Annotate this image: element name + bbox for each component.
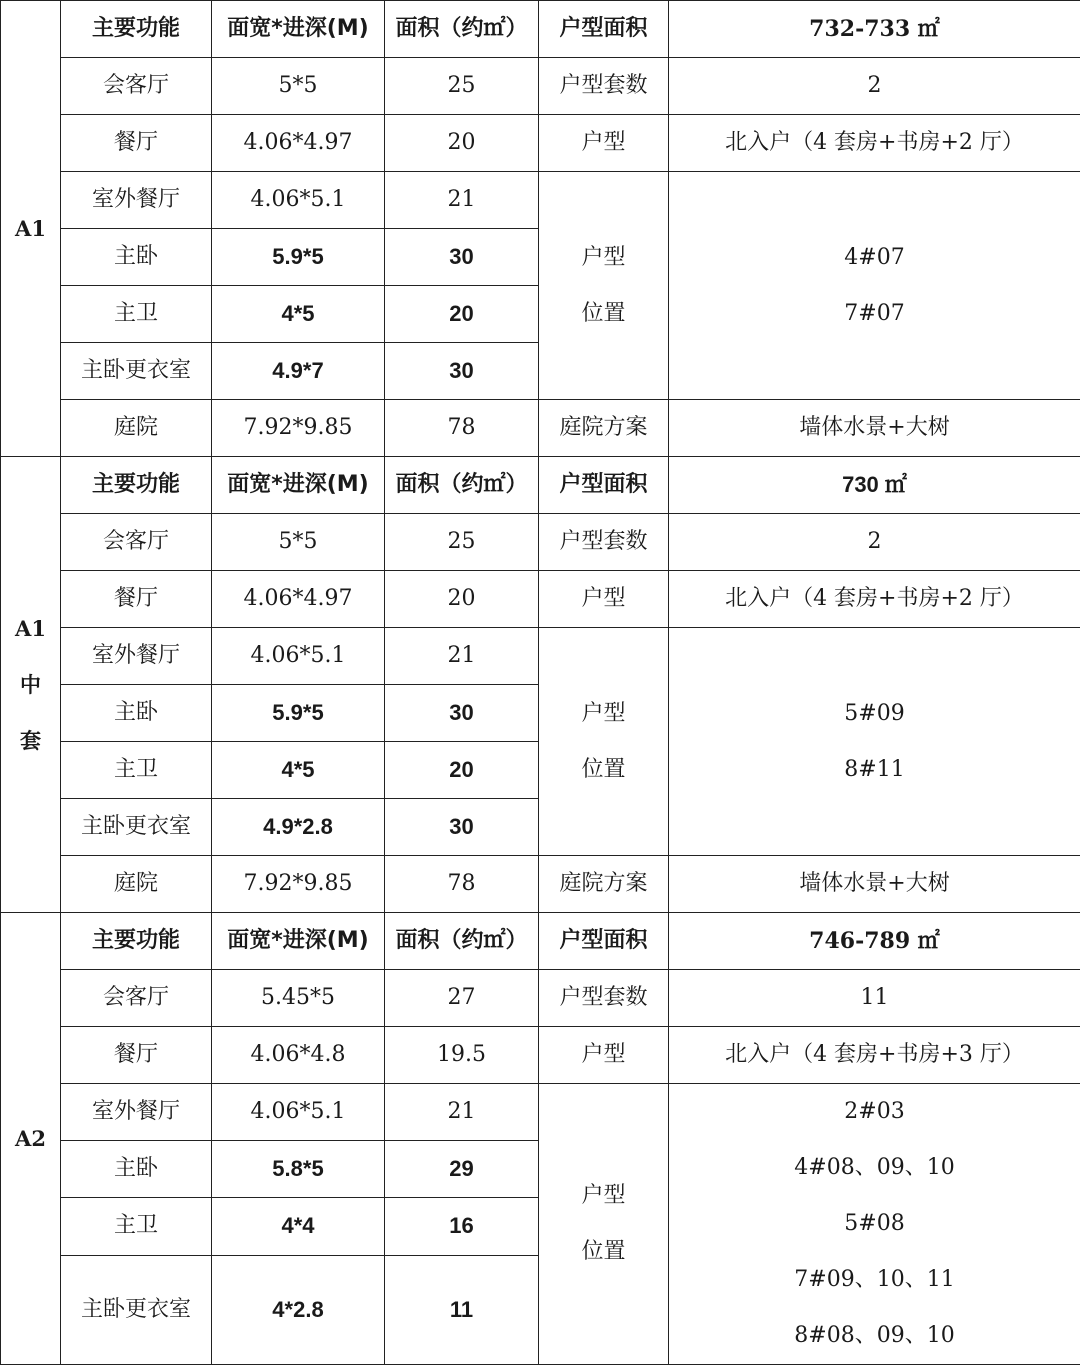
dimension-cell: 5*5 [212, 514, 385, 571]
function-cell: 主卧 [61, 1141, 212, 1198]
layout-label: 户型 [539, 1027, 669, 1084]
position-label-line: 位置 [581, 1239, 626, 1264]
header-function: 主要功能 [61, 457, 212, 514]
unit-count-value: 2 [669, 514, 1080, 571]
layout-value: 北入户（4 套房+书房+2 厅） [669, 115, 1080, 172]
position-values [669, 1084, 1080, 1365]
dimension-cell: 4.06*4.8 [212, 1027, 385, 1084]
position-label [539, 628, 669, 856]
dimension-cell: 4.06*5.1 [212, 628, 385, 685]
dimension-cell: 5.8*5 [212, 1141, 385, 1198]
position-label-line: 户型 [581, 700, 626, 726]
header-function: 主要功能 [61, 1, 212, 58]
layout-value: 北入户（4 套房+书房+3 厅） [669, 1027, 1080, 1084]
area-cell: 20 [385, 115, 539, 172]
position-value: 4#07 [844, 244, 905, 270]
dimension-cell: 4*2.8 [212, 1255, 385, 1364]
area-cell: 20 [385, 742, 539, 799]
table-row [1, 58, 1080, 115]
function-cell: 餐厅 [61, 115, 212, 172]
dimension-cell: 5.9*5 [212, 229, 385, 286]
garden-value: 墙体水景+大树 [669, 856, 1080, 913]
unit-area-value: 746-789 ㎡ [669, 913, 1080, 970]
position-value: 8#08、09、10 [794, 1323, 955, 1348]
position-label-line: 位置 [581, 756, 626, 782]
header-area: 面积（约㎡） [385, 1, 539, 58]
area-cell: 16 [385, 1198, 539, 1255]
table-row [1, 970, 1080, 1027]
position-label-line: 位置 [581, 300, 626, 326]
unit-type-label: A1 [15, 215, 46, 241]
layout-label: 户型 [539, 115, 669, 172]
table-row [1, 172, 1080, 229]
dimension-cell: 5*5 [212, 58, 385, 115]
function-cell: 庭院 [61, 856, 212, 913]
unit-count-value: 11 [669, 970, 1080, 1027]
unit-type-label: 中 [20, 671, 41, 697]
header-dimensions: 面宽*进深(M) [212, 1, 385, 58]
function-cell: 会客厅 [61, 970, 212, 1027]
position-label-line: 户型 [581, 1183, 626, 1208]
unit-count-label: 户型套数 [539, 970, 669, 1027]
unit-count-label: 户型套数 [539, 514, 669, 571]
function-cell: 主卧更衣室 [61, 1255, 212, 1364]
dimension-cell: 4.06*5.1 [212, 1084, 385, 1141]
table-row [1, 1027, 1080, 1084]
unit-type-label: 套 [20, 727, 41, 753]
area-cell: 29 [385, 1141, 539, 1198]
layout-value: 北入户（4 套房+书房+2 厅） [669, 571, 1080, 628]
table-row [1, 514, 1080, 571]
layout-label: 户型 [539, 571, 669, 628]
unit-area-value: 732-733 ㎡ [669, 1, 1080, 58]
function-cell: 主卧 [61, 229, 212, 286]
position-value: 5#09 [844, 700, 905, 726]
area-cell: 21 [385, 172, 539, 229]
dimension-cell: 4*5 [212, 286, 385, 343]
function-cell: 餐厅 [61, 571, 212, 628]
function-cell: 主卫 [61, 286, 212, 343]
header-function: 主要功能 [61, 913, 212, 970]
unit-type-label: A1 [15, 615, 46, 641]
header-row [1, 1, 1080, 58]
header-unit-area: 户型面积 [539, 1, 669, 58]
dimension-cell: 4*4 [212, 1198, 385, 1255]
area-cell: 27 [385, 970, 539, 1027]
unit-type-cell [1, 913, 61, 1365]
table-row [1, 115, 1080, 172]
position-label-line: 户型 [581, 244, 626, 270]
function-cell: 主卫 [61, 1198, 212, 1255]
header-unit-area: 户型面积 [539, 457, 669, 514]
dimension-cell: 4.9*2.8 [212, 799, 385, 856]
position-value: 7#09、10、11 [794, 1267, 955, 1292]
header-unit-area: 户型面积 [539, 913, 669, 970]
function-cell: 主卧 [61, 685, 212, 742]
function-cell: 主卧更衣室 [61, 799, 212, 856]
dimension-cell: 4.06*4.97 [212, 115, 385, 172]
dimension-cell: 5.9*5 [212, 685, 385, 742]
unit-count-label: 户型套数 [539, 58, 669, 115]
dimension-cell: 7.92*9.85 [212, 856, 385, 913]
area-cell: 20 [385, 571, 539, 628]
area-cell: 11 [385, 1255, 539, 1364]
dimension-cell: 5.45*5 [212, 970, 385, 1027]
function-cell: 会客厅 [61, 58, 212, 115]
position-label [539, 1084, 669, 1365]
function-cell: 主卧更衣室 [61, 343, 212, 400]
dimension-cell: 4.9*7 [212, 343, 385, 400]
area-cell: 21 [385, 628, 539, 685]
function-cell: 主卫 [61, 742, 212, 799]
area-cell: 30 [385, 799, 539, 856]
table-row [1, 400, 1080, 457]
area-cell: 78 [385, 856, 539, 913]
function-cell: 室外餐厅 [61, 172, 212, 229]
table-row [1, 1084, 1080, 1141]
function-cell: 室外餐厅 [61, 628, 212, 685]
function-cell: 庭院 [61, 400, 212, 457]
header-row [1, 457, 1080, 514]
area-cell: 19.5 [385, 1027, 539, 1084]
position-value: 5#08 [844, 1211, 905, 1236]
dimension-cell: 7.92*9.85 [212, 400, 385, 457]
garden-label: 庭院方案 [539, 856, 669, 913]
unit-area-value: 730 ㎡ [669, 457, 1080, 514]
header-row [1, 913, 1080, 970]
table-row [1, 628, 1080, 685]
unit-type-cell [1, 1, 61, 457]
dimension-cell: 4.06*4.97 [212, 571, 385, 628]
table-row [1, 856, 1080, 913]
garden-label: 庭院方案 [539, 400, 669, 457]
area-cell: 20 [385, 286, 539, 343]
dimension-cell: 4.06*5.1 [212, 172, 385, 229]
dimension-cell: 4*5 [212, 742, 385, 799]
position-value: 7#07 [844, 300, 905, 326]
header-area: 面积（约㎡） [385, 913, 539, 970]
position-value: 8#11 [844, 756, 905, 782]
area-cell: 30 [385, 343, 539, 400]
position-values [669, 628, 1080, 856]
position-values [669, 172, 1080, 400]
position-label [539, 172, 669, 400]
area-cell: 21 [385, 1084, 539, 1141]
position-value: 2#03 [844, 1099, 905, 1124]
unit-type-label: A2 [15, 1125, 46, 1151]
garden-value: 墙体水景+大树 [669, 400, 1080, 457]
position-value: 4#08、09、10 [794, 1155, 955, 1180]
header-area: 面积（约㎡） [385, 457, 539, 514]
area-cell: 30 [385, 229, 539, 286]
header-dimensions: 面宽*进深(M) [212, 457, 385, 514]
function-cell: 室外餐厅 [61, 1084, 212, 1141]
area-cell: 25 [385, 514, 539, 571]
area-cell: 30 [385, 685, 539, 742]
area-cell: 25 [385, 58, 539, 115]
function-cell: 会客厅 [61, 514, 212, 571]
unit-count-value: 2 [669, 58, 1080, 115]
unit-type-cell [1, 457, 61, 913]
function-cell: 餐厅 [61, 1027, 212, 1084]
area-cell: 78 [385, 400, 539, 457]
table-row [1, 571, 1080, 628]
header-dimensions: 面宽*进深(M) [212, 913, 385, 970]
